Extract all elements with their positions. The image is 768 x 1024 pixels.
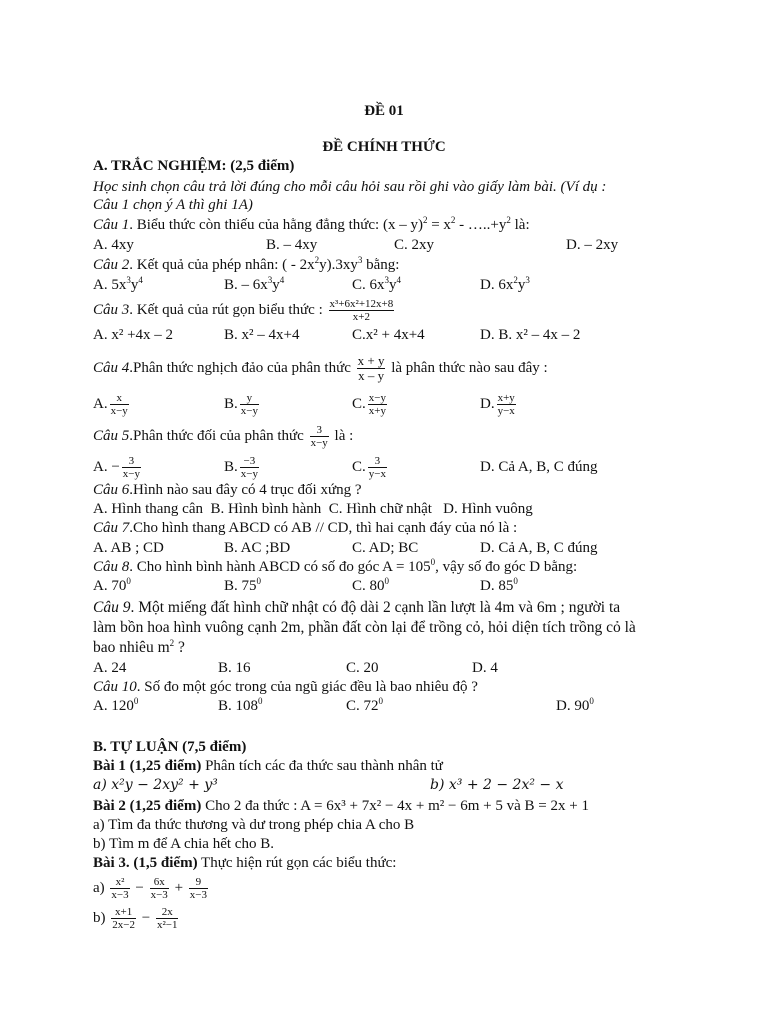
q7-option-c: C. AD; BC [352,540,419,556]
q3-option-b: B. x² – 4x+4 [224,327,300,343]
exam-code: ĐỀ 01 [364,103,404,119]
bai-1-a: a) x²y − 2xy² + y³ [93,777,218,793]
question-6: Câu 6.Hình nào sau đây có 4 trục đối xứng ? [93,482,362,498]
part-b-title: B. TỰ LUẬN (7,5 điểm) [93,739,247,755]
q1-option-d: D. – 2xy [566,237,619,253]
q4-option-a: A. $\frac{x}{x-y}$ [93,392,128,417]
q10-option-a: A. $120^0$ [93,696,139,714]
q8-option-d: D. $85^0$ [480,576,518,594]
bai-2-b: b) Tìm m để A chia hết cho B. [93,836,274,852]
q7-option-a: A. AB ; CD [93,540,164,556]
q8-option-c: C. $80^0$ [352,576,390,594]
question-10: Câu 10. Số đo một góc trong của ngũ giác đều là bao nhiêu độ ? [93,679,478,695]
q9-option-d: D. 4 [472,660,498,676]
q3-fraction: $\frac{\text{x³+6x²+12x+8}}{x+2}$ [329,298,394,323]
q5-option-b: B. $\frac{-3}{x-y}$ [224,455,258,480]
q1-option-a: A. 4xy [93,237,134,253]
q4-option-d: D. $\frac{x+y}{y-x}$ [480,392,515,417]
q10-option-b: B. $108^0$ [218,696,263,714]
question-label: Câu 1 [93,217,130,233]
q2-option-a: A. $5x^3y^4$ [93,275,143,293]
q2-option-b: B. – $6x^3y^4$ [224,275,285,293]
question-5: Câu 5.Phân thức đối của phân thức $\frac{3}{x-y}$ là : [93,424,354,449]
bai-3-b: b) $\frac{x+1}{2x-2}$ − $\frac{2x}{\text{x²−1}}$ [93,906,178,931]
q6-options: A. Hình thang cân B. Hình bình hành C. Hình chữ nhật D. Hình vuông [93,501,533,517]
question-4: Câu 4.Phân thức nghịch đảo của phân thức $\frac{x + y}{x - y}$ là phân thức nào sau đây : [93,353,548,383]
q4-fraction: $\frac{x + y}{x - y}$ [357,353,385,383]
q10-option-d: D. $90^0$ [556,696,594,714]
q8-option-a: A. $70^0$ [93,576,131,594]
q10-option-c: C. $72^0$ [346,696,384,714]
question-9-line-3: bao nhiêu $m^2$ ? [93,637,185,656]
bai-3: Bài 3. (1,5 điểm) Thực hiện rút gọn các biểu thức: [93,855,397,871]
q9-option-b: B. 16 [218,660,251,676]
q2-option-d: D. $6x^2y^3$ [480,275,530,293]
q9-option-c: C. 20 [346,660,379,676]
q9-option-a: A. 24 [93,660,127,676]
question-7: Câu 7.Cho hình thang ABCD có AB // CD, thì hai cạnh đáy của nó là : [93,520,518,536]
part-a-title: A. TRẮC NGHIỆM: (2,5 điểm) [93,158,295,174]
bai-2-a: a) Tìm đa thức thương và dư trong phép chia A cho B [93,817,415,833]
q3-option-a: A. x² +4x – 2 [93,327,174,343]
q5-option-a: A. − $\frac{3}{x-y}$ [93,455,141,480]
q1-option-b: B. – 4xy [266,237,318,253]
instruction-line-2: Câu 1 chọn ý A thì ghi 1A) [93,197,253,213]
q7-option-d: D. Cả A, B, C đúng [480,540,598,556]
bai-3-a: a) $\frac{\text{x²}}{x-3}$ − $\frac{6x}{x-3}$ + $\frac{9}{x-3}$ [93,876,207,901]
bai-2: Bài 2 (1,25 điểm) Cho 2 đa thức : A = 6x³ + 7x² − 4x + m² − 6m + 5 và B = 2x + 1 [93,798,589,814]
question-9-line-2: làm bồn hoa hình vuông cạnh 2m, phần đất còn lại để trồng cỏ, hỏi diện tích trồng cỏ là [93,619,636,636]
question-8: Câu 8. Cho hình bình hành ABCD có số đo góc $A = 105^0$, vậy số đo góc D bằng: [93,557,578,575]
q1-option-c: C. 2xy [394,237,435,253]
bai-1-b: b) x³ + 2 − 2x² − x [430,777,564,793]
q4-option-b: B. $\frac{y}{x-y}$ [224,392,258,417]
question-1: Câu 1. Biểu thức còn thiếu của hằng đẳng thức: $(x - y)^2 = x^2$ - $\dots..+y^2$ là: [93,215,530,233]
q3-option-d: D. B. x² – 4x – 2 [480,327,581,343]
q5-option-c: C. $\frac{3}{y-x}$ [352,455,386,480]
q2-option-c: C. $6x^3y^4$ [352,275,402,293]
q5-option-d: D. Cả A, B, C đúng [480,459,598,475]
instruction-line-1: Học sinh chọn câu trả lời đúng cho mỗi câu hỏi sau rồi ghi vào giấy làm bài. (Ví dụ : [93,179,607,195]
q7-option-b: B. AC ;BD [224,540,291,556]
bai-1: Bài 1 (1,25 điểm) Phân tích các đa thức sau thành nhân tử [93,758,443,774]
q4-option-c: C. $\frac{x-y}{x+y}$ [352,392,386,417]
q5-fraction: $\frac{3}{x-y}$ [310,424,328,449]
q3-option-c: C.x² + 4x+4 [352,327,425,343]
question-2: Câu 2. Kết quả của phép nhân: ( - $2x^2y).3xy^3$ bằng: [93,255,400,273]
q8-option-b: B. $75^0$ [224,576,262,594]
question-3: Câu 3. Kết quả của rút gọn biểu thức : $\frac{\text{x³+6x²+12x+8}}{x+2}$ [93,298,394,323]
official-label: ĐỀ CHÍNH THỨC [322,139,446,155]
question-9: Câu 9. Một miếng đất hình chữ nhật có độ dài 2 cạnh lần lượt là 4m và 6m ; người ta [93,599,621,616]
